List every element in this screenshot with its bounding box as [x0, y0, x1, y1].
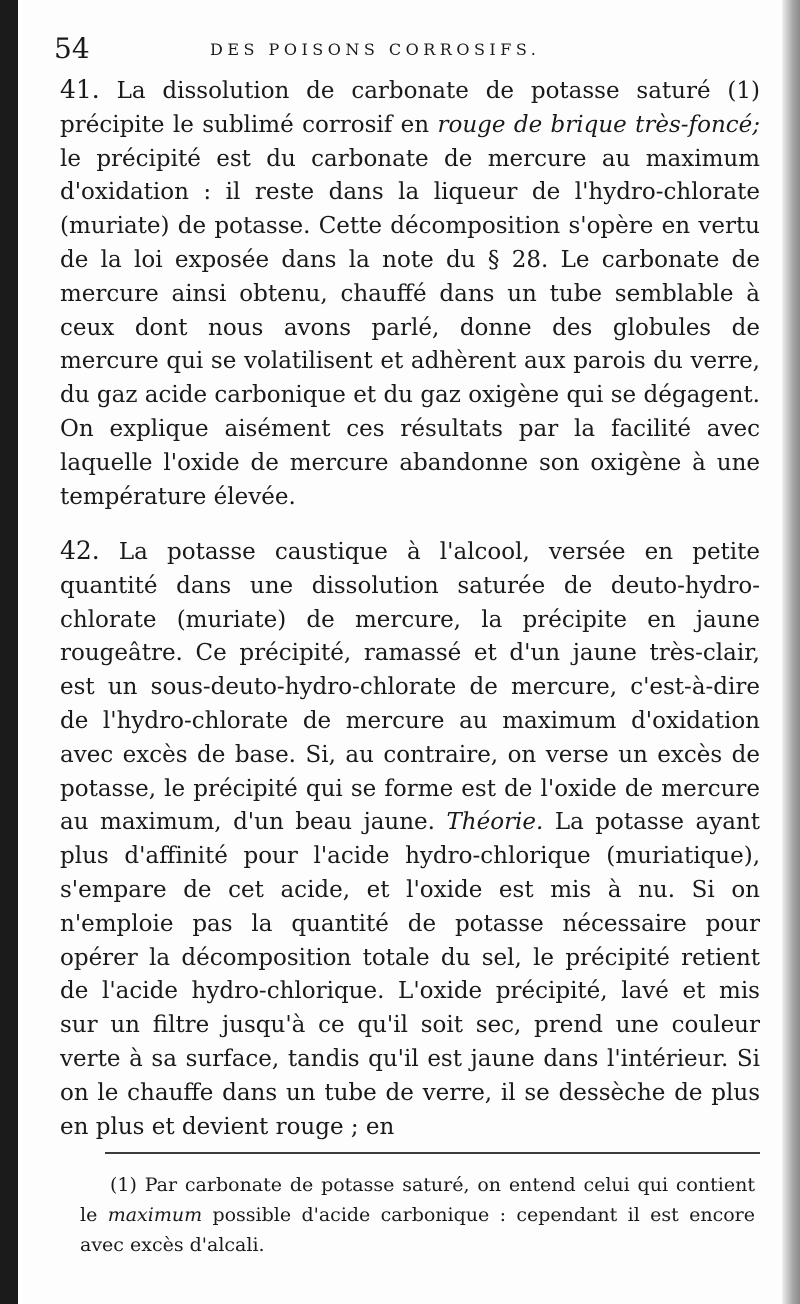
running-title: DES POISONS CORROSIFS.: [210, 40, 541, 59]
emphasis-text: rouge de brique très-foncé;: [437, 111, 760, 138]
scan-left-edge: [0, 0, 18, 1304]
footnote-rule: [105, 1152, 760, 1154]
footnote-text: Par carbonate de potasse saturé, on entend celui qui contient le: [80, 1174, 755, 1226]
footnote-text: possible d'acide carbonique : cependant il est encore avec excès d'alcali.: [80, 1204, 755, 1256]
paragraph-text: La potasse ayant plus d'affinité pour l'acide hydro-chlorique (muriatique), s'empare de cet acide, et l'oxide est mis à nu. Si on n'emploie pas la quantité de potasse nécessaire pour opérer la décomposition totale du sel, le précipité retient de l'acide hydro-chlorique. L'oxide précipité, lavé et mis sur un filtre jusqu'à ce qu'il soit sec, prend une couleur verte à sa surface, tandis qu'il est jaune dans l'intérieur. Si on le chauffe dans un tube de verre, il se dessèche de plus en plus et devient rouge ; en: [60, 809, 760, 1140]
running-head: [50, 33, 765, 73]
paragraph-42: [60, 534, 760, 1144]
paragraph-text: La dissolution de carbonate de potasse saturé (1) précipite le sublimé corrosif en: [60, 78, 760, 138]
scan-right-edge: [782, 0, 800, 1304]
paragraph-number: 42.: [60, 536, 100, 565]
paragraph-text: La potasse caustique à l'alcool, versée en petite quantité dans une dissolution saturée de deuto-hydro-chlorate (muriate) de mercure, la précipite en jaune rougeâtre. Ce précipité, ramassé et d'un jaune très-clair, est un sous-deuto-hydro-chlorate de mercure, c'est-à-dire de l'hydro-chlorate de mercure au maximum d'oxidation avec excès de base. Si, au contraire, on verse un excès de potasse, le précipité qui se forme est de l'oxide de mercure au maximum, d'un beau jaune.: [60, 539, 761, 836]
emphasis-text: Théorie.: [446, 809, 544, 836]
paragraph-41: [60, 73, 760, 514]
emphasis-text: maximum: [107, 1204, 203, 1226]
footnote-marker: (1): [110, 1174, 137, 1196]
paragraph-number: 41.: [60, 75, 100, 104]
paragraph-text: le précipité est du carbonate de mercure au maximum d'oxidation : il reste dans la liqueur de l'hydro-chlorate (muriate) de potasse. Cette décomposition s'opère en vertu de la loi exposée dans la note du § 28. Le carbonate de mercure ainsi obtenu, chauffé dans un tube semblable à ceux dont nous avons parlé, donne des globules de mercure qui se volatilisent et adhèrent aux parois du verre, du gaz acide carbonique et du gaz oxigène qui se dégagent. On explique aisément ces résultats par la facilité avec laquelle l'oxide de mercure abandonne son oxigène à une température élevée.: [60, 145, 760, 510]
page-number: 54: [54, 32, 90, 65]
footnote: [80, 1170, 755, 1260]
